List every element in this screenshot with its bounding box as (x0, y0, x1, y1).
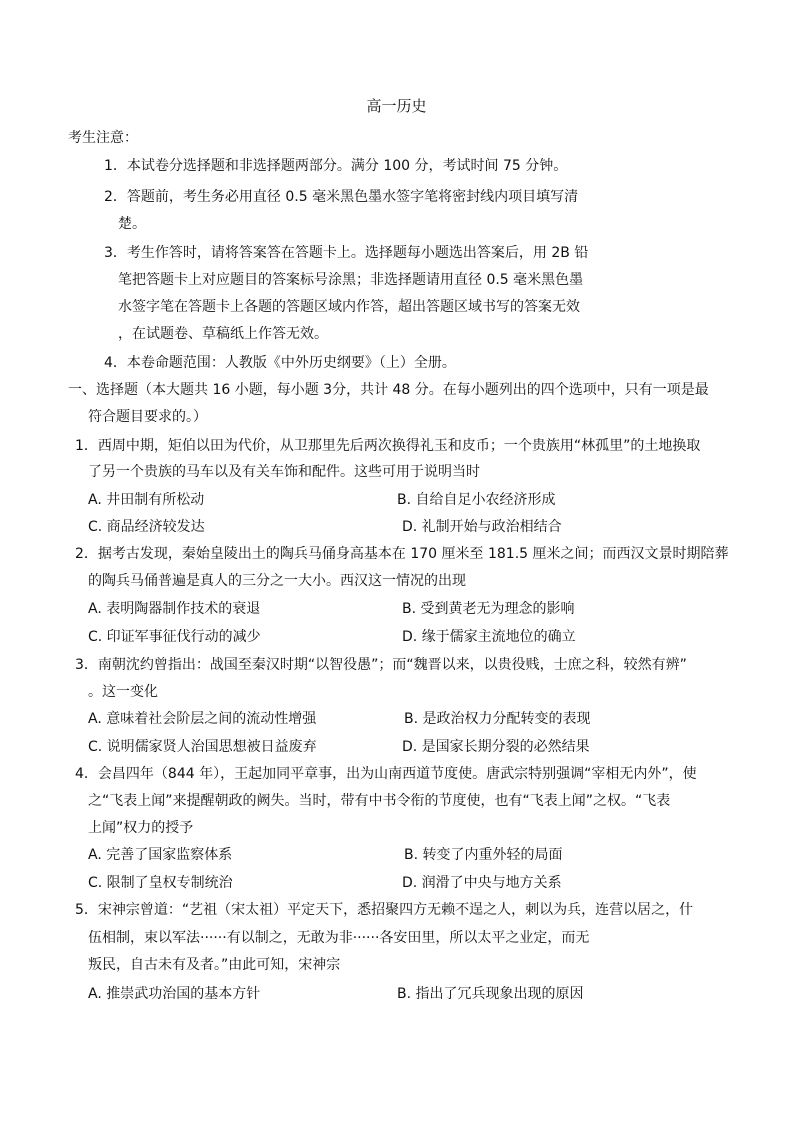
question-stem: 了另一个贵族的马车以及有关车饰和配件。这些可用于说明当时 (88, 464, 480, 480)
question-stem: 3．南朝沈约曾指出：战国至秦汉时期“以智役愚”；而“魏晋以来，以贵役贱，士庶之科，较然有辨” (75, 657, 687, 673)
option-c: C. 限制了皇权专制统治 (88, 875, 233, 891)
question-stem: 上闻”权力的授予 (88, 820, 194, 836)
option-a: A. 意味着社会阶层之间的流动性增强 (88, 711, 317, 727)
notice-line: ，在试题卷、草稿纸上作答无效。 (118, 326, 328, 342)
notice-line: 3．考生作答时，请将答案答在答题卡上。选择题每小题选出答案后，用 2B 铅 (104, 245, 589, 261)
question-stem: 。这一变化 (88, 684, 158, 700)
question-stem: 1．西周中期，矩伯以田为代价，从卫那里先后两次换得礼玉和皮币；一个贵族用“林孤里”的土地换取 (75, 438, 701, 454)
section-heading-cont: 符合题目要求的。） (88, 409, 207, 425)
option-c: C. 说明儒家贤人治国思想被日益废弃 (88, 739, 317, 755)
question-stem: 叛民，自古未有及者。”由此可知，宋神宗 (88, 957, 341, 973)
option-d: D. 是国家长期分裂的必然结果 (402, 739, 590, 755)
question-stem: 4．会昌四年（844 年），王起加同平章事，出为山南西道节度使。唐武宗特别强调“宰相无内外”，使 (75, 766, 697, 782)
option-b: B. 是政治权力分配转变的表现 (404, 711, 591, 727)
option-b: B. 受到黄老无为理念的影响 (402, 601, 575, 617)
question-stem: 的陶兵马俑普遍是真人的三分之一大小。西汉这一情况的出现 (88, 573, 466, 589)
option-b: B. 转变了内重外轻的局面 (404, 847, 563, 863)
option-a: A. 井田制有所松动 (88, 492, 205, 508)
option-b: B. 自给自足小农经济形成 (397, 492, 556, 508)
notice-line: 笔把答题卡上对应题目的答案标号涂黑；非选择题请用直径 0.5 毫米黑色墨 (118, 272, 584, 288)
option-a: A. 推崇武功治国的基本方针 (88, 986, 261, 1002)
option-a: A. 表明陶器制作技术的衰退 (88, 601, 261, 617)
question-stem: 之“飞表上闻”来提醒朝政的阙失。当时，带有中书令衔的节度使，也有“飞表上闻”之权。“飞表 (88, 793, 671, 809)
option-b: B. 指出了冗兵现象出现的原因 (397, 986, 584, 1002)
option-c: C. 商品经济较发达 (88, 519, 205, 535)
option-d: D. 缘于儒家主流地位的确立 (402, 629, 576, 645)
notice-line: 1．本试卷分选择题和非选择题两部分。满分 100 分，考试时间 75 分钟。 (104, 158, 568, 174)
notice-line: 水签字笔在答题卡上各题的答题区域内作答，超出答题区域书写的答案无效 (118, 299, 580, 315)
section-heading: 一、选择题（本大题共 16 小题，每小题 3分，共计 48 分。在每小题列出的四个选项中，只有一项是最 (68, 382, 709, 398)
option-d: D. 礼制开始与政治相结合 (402, 519, 562, 535)
notice-line: 2．答题前，考生务必用直径 0.5 毫米黑色墨水签字笔将密封线内项目填写清 (104, 189, 579, 205)
question-stem: 5．宋神宗曾道：“艺祖（宋太祖）平定天下，悉招聚四方无赖不逞之人，刺以为兵，连营以居之，什 (75, 902, 694, 918)
notice-line: 楚。 (118, 216, 146, 232)
option-a: A. 完善了国家监察体系 (88, 847, 233, 863)
question-stem: 2．据考古发现，秦始皇陵出土的陶兵马俑身高基本在 170 厘米至 181.5 厘米之间；而西汉文景时期陪葬 (75, 546, 729, 562)
option-d: D. 润滑了中央与地方关系 (402, 875, 562, 891)
notice-heading: 考生注意： (68, 130, 138, 146)
question-stem: 伍相制，束以军法······有以制之，无敢为非······各安田里，所以太平之业定，而无 (88, 930, 590, 946)
notice-line: 4．本卷命题范围：人教版《中外历史纲要》（上）全册。 (104, 355, 456, 371)
page-title: 高一历史 (366, 97, 427, 115)
option-c: C. 印证军事征伐行动的减少 (88, 629, 261, 645)
